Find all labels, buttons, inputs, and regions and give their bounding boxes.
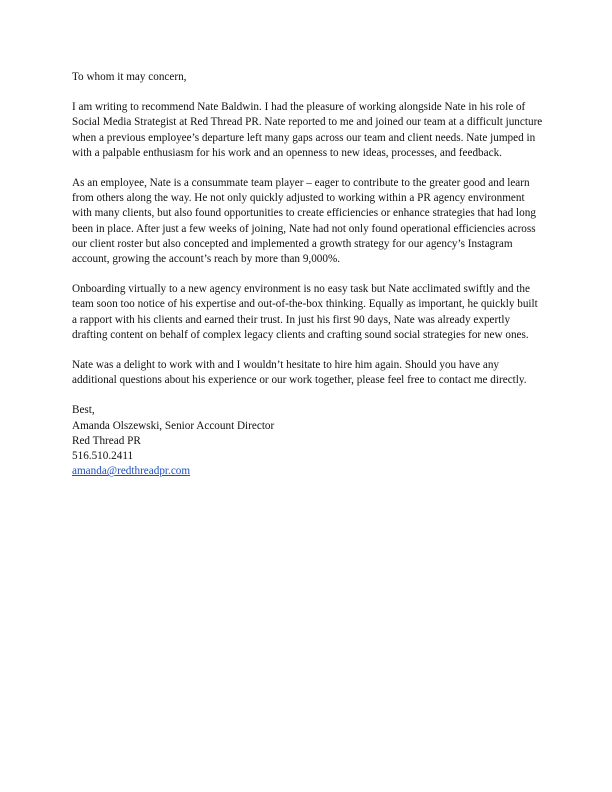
letter-page bbox=[72, 70, 544, 479]
signoff: Best, bbox=[72, 404, 95, 417]
signature-block bbox=[72, 403, 544, 479]
paragraph-employee: As an employee, Nate is a consummate team player – eager to contribute to the greater good and learn from others along the way. He not only quickly adjusted to working within a PR agency environment with many clients, but also found opportunities to create efficiencies or enhance strategies that had long been in place. After just a few weeks of joining, Nate had not only found operational efficiencies across our client roster but also concepted and implemented a growth strategy for our agency’s Instagram account, growing the account’s reach by more than 9,000%. bbox=[72, 177, 536, 266]
salutation: To whom it may concern, bbox=[72, 71, 187, 83]
paragraph-onboarding: Onboarding virtually to a new agency environment is no easy task but Nate acclimated swiftly and the team soon too notice of his expertise and out-of-the-box thinking. Equally as important, he quickly built a rapport with his clients and earned their trust. In just his first 90 days, Nate was already expertly drafting content on behalf of complex legacy clients and crafting sound social strategies for new ones. bbox=[72, 283, 538, 341]
signer-phone: 516.510.2411 bbox=[72, 450, 134, 463]
signer-name-title: Amanda Olszewski, Senior Account Director bbox=[72, 419, 275, 432]
signer-company: Red Thread PR bbox=[72, 434, 141, 447]
paragraph-intro: I am writing to recommend Nate Baldwin. I had the pleasure of working alongside Nate in his role of Social Media Strategist at Red Thread PR. Nate reported to me and joined our team at a difficult juncture when a previous employee’s departure left many gaps across our team and client needs. Nate jumped in with a palpable enthusiasm for his work and an openness to new ideas, processes, and feedback. bbox=[72, 101, 543, 159]
signer-email-link[interactable]: amanda@redthreadpr.com bbox=[72, 465, 191, 478]
paragraph-closing-remarks: Nate was a delight to work with and I wouldn’t hesitate to hire him again. Should you have any additional questions about his experience or our work together, please feel free to contact me directly. bbox=[72, 359, 527, 387]
